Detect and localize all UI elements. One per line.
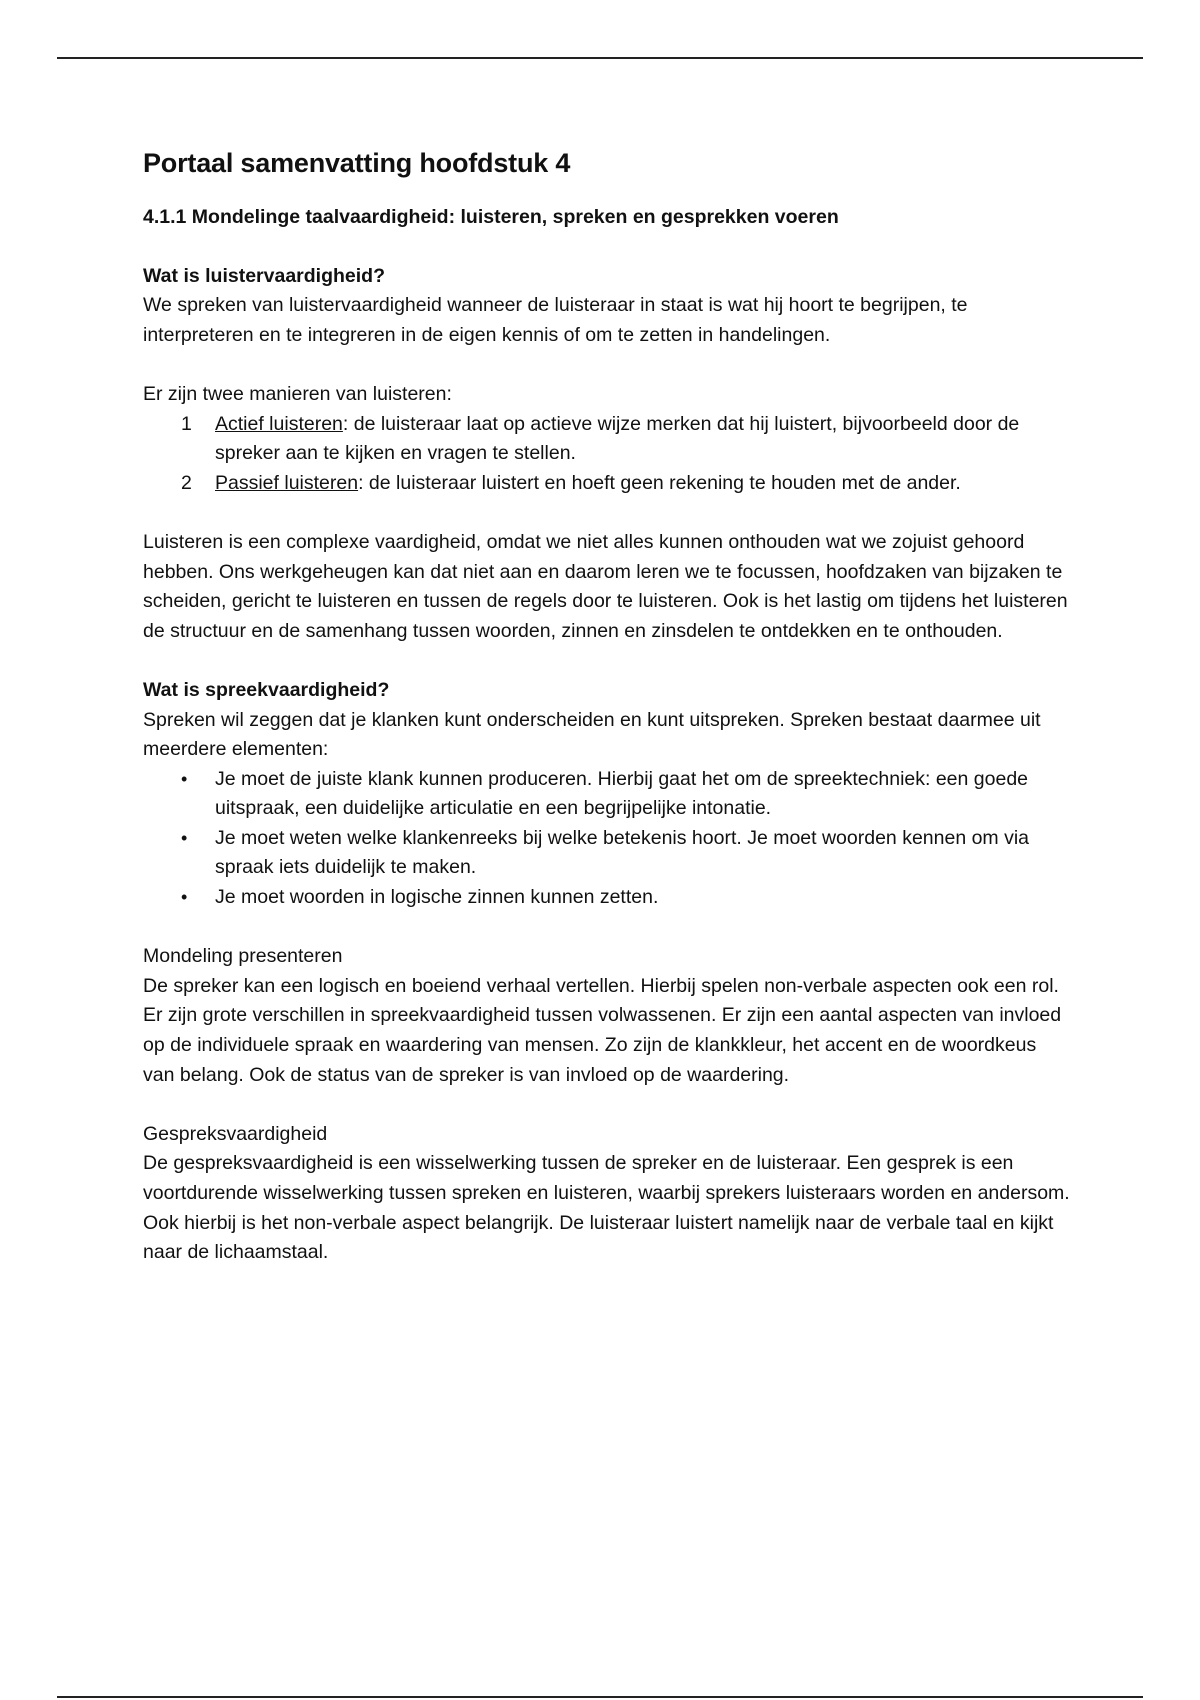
speaking-intro: Spreken wil zeggen dat je klanken kunt onderscheiden en kunt uitspreken. Spreken bestaat daarmee uit meerdere elementen: (143, 708, 1041, 761)
term-active-listening: Actief luisteren (215, 412, 343, 435)
presenting-text: De spreker kan een logisch en boeiend verhaal vertellen. Hierbij spelen non-verbale aspecten ook een rol. Er zijn grote verschillen in spreekvaardigheid tussen volwassenen. Er zijn een aantal aspecten van invloed op de individuele spraak en waardering van mensen. Zo zijn de klankkleur, het accent en de woordkeus van belang. Ook de status van de spreker is van invloed op de waardering. (143, 974, 1062, 1086)
list-item (143, 765, 1073, 824)
term-passive-listening: Passief luisteren (215, 471, 359, 494)
bullet-icon: • (181, 827, 188, 848)
listening-definition: We spreken van luistervaardigheid wanneer de luisteraar in staat is wat hij hoort te begrijpen, te interpreteren en te integreren in de eigen kennis of om te zetten in handelingen. (143, 294, 968, 346)
list-item-text: Je moet woorden in logische zinnen kunnen zetten. (215, 886, 659, 909)
list-item (143, 410, 1073, 469)
spacer (143, 1090, 1073, 1120)
conversation-heading: Gespreksvaardigheid (143, 1122, 328, 1145)
document-title: Portaal samenvatting hoofdstuk 4 (143, 148, 571, 178)
term-description: : de luisteraar laat op actieve wijze merken dat hij luistert, bijvoorbeeld door de spreker aan te kijken en vragen te stellen. (215, 412, 1020, 465)
list-number: 1 (181, 412, 192, 435)
top-rule (57, 57, 1143, 59)
list-number: 2 (181, 471, 192, 494)
list-item (143, 883, 1073, 913)
spacer (143, 498, 1073, 528)
listening-complexity: Luisteren is een complexe vaardigheid, omdat we niet alles kunnen onthouden wat we zojuist gehoord hebben. Ons werkgeheugen kan dat niet aan en daarom leren we te focussen, hoofdzaken van bijzaken te scheiden, gericht te luisteren en tussen de regels door te luisteren. Ook is het lastig om tijdens het luisteren de structuur en de samenhang tussen woorden, zinnen en zinsdelen te ontdekken en te onthouden. (143, 530, 1068, 642)
document-body (143, 145, 1073, 1268)
listening-ways-list (143, 410, 1073, 499)
listening-heading: Wat is luistervaardigheid? (143, 264, 385, 287)
speaking-heading: Wat is spreekvaardigheid? (143, 678, 390, 701)
bullet-icon: • (181, 768, 188, 789)
spacer (143, 350, 1073, 380)
bottom-rule (57, 1696, 1143, 1698)
presenting-heading: Mondeling presenteren (143, 945, 343, 968)
speaking-elements-list (143, 765, 1073, 913)
list-item (143, 824, 1073, 883)
list-item-text: Je moet weten welke klankenreeks bij welke betekenis hoort. Je moet woorden kennen om via spraak iets duidelijk te maken. (215, 826, 1030, 879)
list-item-text: Je moet de juiste klank kunnen produceren. Hierbij gaat het om de spreektechniek: een goede uitspraak, een duidelijke articulatie en een begrijpelijke intonatie. (215, 767, 1029, 820)
spacer (143, 913, 1073, 943)
conversation-text: De gespreksvaardigheid is een wisselwerking tussen de spreker en de luisteraar. Een gesprek is een voortdurende wisselwerking tussen spreken en luisteren, waarbij sprekers luisteraars worden en andersom. Ook hierbij is het non-verbale aspect belangrijk. De luisteraar luistert namelijk naar de verbale taal en kijkt naar de lichaamstaal. (143, 1152, 1070, 1264)
listening-ways-intro: Er zijn twee manieren van luisteren: (143, 382, 452, 405)
spacer (143, 646, 1073, 676)
term-description: : de luisteraar luistert en hoeft geen rekening te houden met de ander. (358, 471, 961, 494)
list-item (143, 469, 1073, 499)
section-heading: 4.1.1 Mondelinge taalvaardigheid: luisteren, spreken en gesprekken voeren (143, 206, 839, 228)
bullet-icon: • (181, 887, 188, 908)
